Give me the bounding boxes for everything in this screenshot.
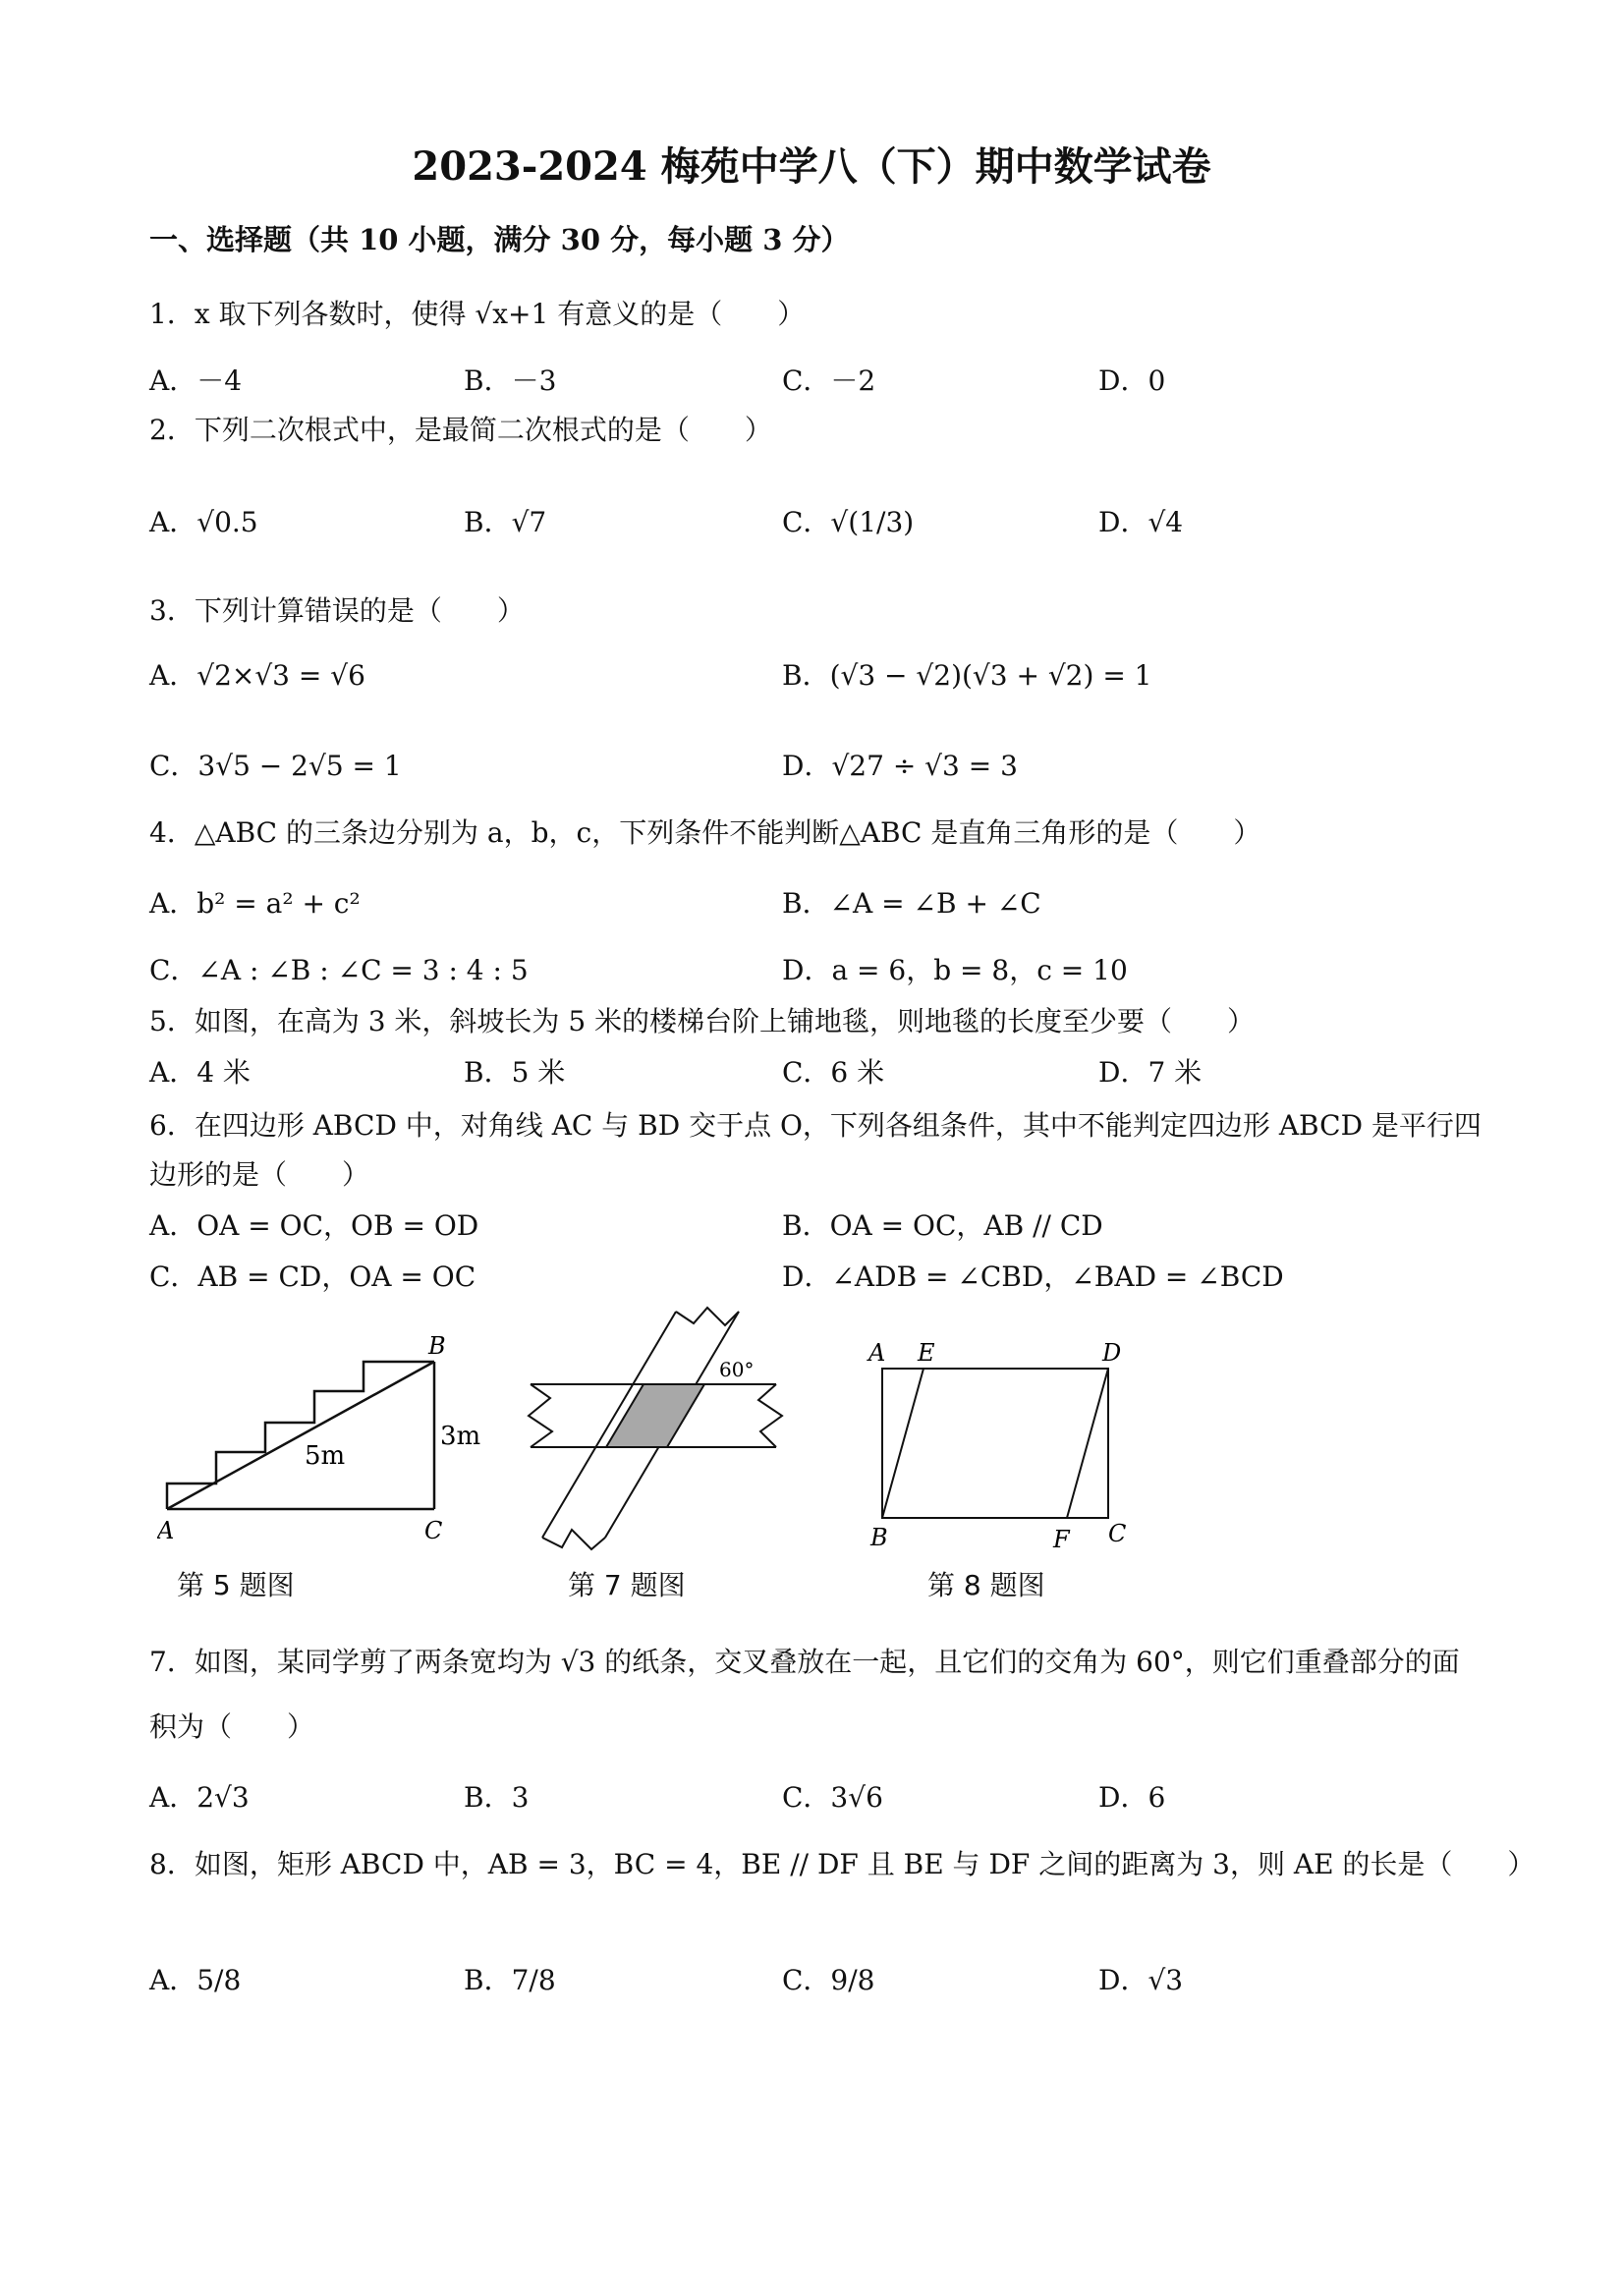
slope-label: 5m	[305, 1441, 346, 1471]
figure-8-caption: 第 8 题图	[927, 1569, 1045, 1601]
q5-stem: 5．如图，在高为 3 米，斜坡长为 5 米的楼梯台阶上铺地毯，则地毯的长度至少要（ ）	[149, 1005, 1256, 1037]
q4-option-c: C．∠A : ∠B : ∠C = 3 : 4 : 5	[149, 954, 529, 986]
q6-stem-line2: 边形的是（ ）	[149, 1158, 370, 1191]
q2-option-d: D．√4	[1098, 506, 1184, 538]
q6-option-b: B．OA = OC，AB // CD	[782, 1209, 1103, 1242]
q1-option-c: C．－2	[782, 364, 876, 397]
slanted-strip-bottom-edge	[542, 1530, 605, 1549]
page-title: 2023-2024 梅苑中学八（下）期中数学试卷	[412, 143, 1211, 190]
point-f-label: F	[1053, 1526, 1070, 1552]
figure-5-staircase	[157, 1336, 491, 1552]
angle-label: 60°	[719, 1358, 755, 1381]
point-c-label: C	[1108, 1520, 1127, 1547]
point-d-label: D	[1102, 1339, 1122, 1367]
q7-stem-line2: 积为（ ）	[149, 1710, 315, 1743]
rectangle-abcd	[882, 1369, 1108, 1518]
horizontal-strip-left-edge	[529, 1384, 552, 1447]
q4-option-d: D．a = 6，b = 8，c = 10	[782, 954, 1128, 986]
q3-option-a: A．√2×√3 = √6	[149, 659, 365, 692]
figure-5-caption: 第 5 题图	[177, 1569, 295, 1601]
point-c-label: C	[424, 1517, 443, 1544]
q3-option-b: B．(√3 − √2)(√3 + √2) = 1	[782, 659, 1152, 692]
point-a-label: A	[157, 1517, 175, 1544]
horizontal-strip-right-edge	[758, 1384, 782, 1447]
point-a-label: A	[868, 1339, 886, 1367]
q1-option-d: D．0	[1098, 364, 1166, 397]
figure-7-crossed-strips	[511, 1302, 796, 1557]
overlap-region	[606, 1384, 704, 1447]
slope-line	[167, 1362, 434, 1509]
q1-option-a: A．－4	[149, 364, 243, 397]
q2-stem: 2．下列二次根式中，是最简二次根式的是（ ）	[149, 414, 772, 446]
q1-option-b: B．－3	[464, 364, 557, 397]
q6-option-d: D．∠ADB = ∠CBD，∠BAD = ∠BCD	[782, 1260, 1284, 1293]
q2-option-c: C．√(1/3)	[782, 506, 915, 538]
q5-option-c: C．6 米	[782, 1056, 885, 1089]
q3-option-d: D．√27 ÷ √3 = 3	[782, 750, 1018, 782]
q4-stem: 4．△ABC 的三条边分别为 a，b，c，下列条件不能判断△ABC 是直角三角形的是（ ）	[149, 816, 1261, 849]
q3-stem: 3．下列计算错误的是（ ）	[149, 594, 525, 627]
q8-option-c: C．9/8	[782, 1964, 875, 1996]
q7-option-b: B．3	[464, 1781, 530, 1814]
q6-option-a: A．OA = OC，OB = OD	[149, 1209, 479, 1242]
q1-stem: 1．x 取下列各数时，使得 √x+1 有意义的是（ ）	[149, 298, 806, 330]
point-e-label: E	[918, 1339, 935, 1367]
q7-stem-line1: 7．如图，某同学剪了两条宽均为 √3 的纸条，交叉叠放在一起，且它们的交角为 60°，则它们重叠部分的面	[149, 1646, 1460, 1678]
q7-option-a: A．2√3	[149, 1781, 250, 1814]
q8-option-a: A．5/8	[149, 1964, 242, 1996]
q8-option-d: D．√3	[1098, 1964, 1184, 1996]
q2-option-a: A．√0.5	[149, 506, 258, 538]
q6-stem-line1: 6．在四边形 ABCD 中，对角线 AC 与 BD 交于点 O，下列各组条件，其中不能判定四边形 ABCD 是平行四	[149, 1109, 1482, 1142]
section-heading: 一、选择题（共 10 小题，满分 30 分，每小题 3 分）	[149, 223, 850, 256]
slanted-strip-top-edge	[676, 1308, 739, 1325]
figure-8-rectangle	[855, 1331, 1149, 1552]
point-b-label: B	[428, 1336, 446, 1360]
q3-option-c: C．3√5 − 2√5 = 1	[149, 750, 402, 782]
point-b-label: B	[870, 1524, 888, 1551]
q4-option-b: B．∠A = ∠B + ∠C	[782, 887, 1041, 920]
segment-df	[1067, 1369, 1108, 1518]
q6-option-c: C．AB = CD，OA = OC	[149, 1260, 476, 1293]
q8-option-b: B．7/8	[464, 1964, 556, 1996]
q7-option-d: D．6	[1098, 1781, 1166, 1814]
q5-option-d: D．7 米	[1098, 1056, 1203, 1089]
q5-option-a: A．4 米	[149, 1056, 251, 1089]
height-label: 3m	[440, 1422, 481, 1451]
q4-option-a: A．b² = a² + c²	[149, 887, 361, 920]
q2-option-b: B．√7	[464, 506, 547, 538]
q7-option-c: C．3√6	[782, 1781, 883, 1814]
q5-option-b: B．5 米	[464, 1056, 566, 1089]
q8-stem: 8．如图，矩形 ABCD 中，AB = 3，BC = 4，BE // DF 且 BE 与 DF 之间的距离为 3，则 AE 的长是（ ）	[149, 1848, 1536, 1880]
segment-be	[882, 1369, 923, 1518]
figure-7-caption: 第 7 题图	[568, 1569, 686, 1601]
